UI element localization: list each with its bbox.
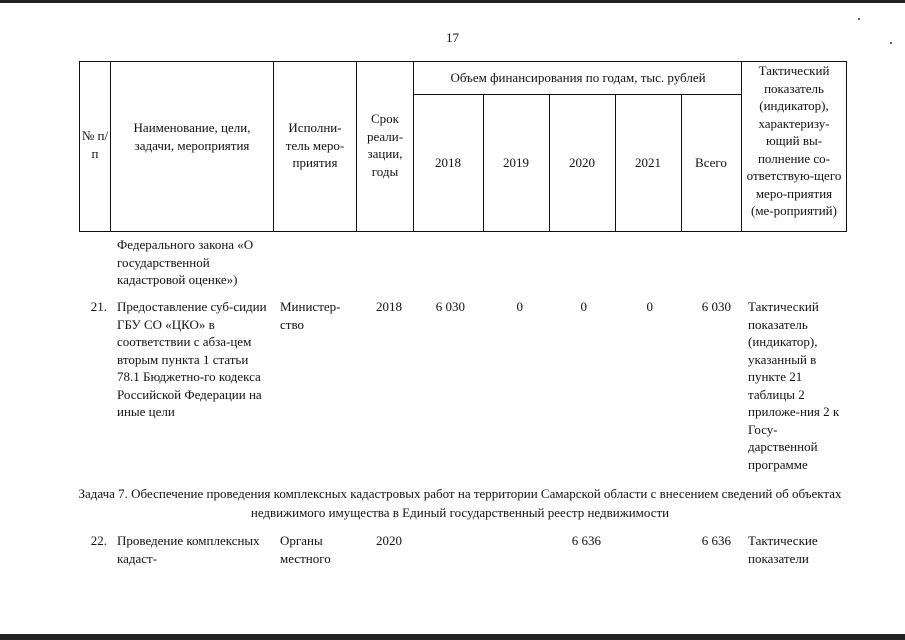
header-executor: Исполни-тель меро-приятия bbox=[285, 120, 345, 170]
header-year-2020: 2020 bbox=[569, 155, 595, 170]
financing-divider bbox=[413, 94, 741, 95]
header-name: Наименование, цели, задачи, мероприятия bbox=[133, 120, 251, 153]
row-21-num: 21. bbox=[90, 299, 107, 314]
header-bottom-border bbox=[79, 231, 847, 232]
col-border bbox=[356, 61, 357, 232]
scan-edge-top bbox=[0, 0, 905, 3]
header-top-border bbox=[79, 61, 847, 62]
header-total: Всего bbox=[695, 155, 727, 170]
page-number: 17 bbox=[446, 30, 459, 45]
row-21-indicator: Тактический показатель (индикатор), указанный в пункте 21 таблицы 2 приложе-ния 2 к Госу-дарственной программе bbox=[748, 299, 840, 472]
row-22-indicator: Тактические показатели bbox=[748, 533, 818, 566]
row-22-total: 6 636 bbox=[701, 533, 731, 548]
header-financing: Объем финансирования по годам, тыс. рублей bbox=[450, 70, 706, 85]
header-indicator: Тактический показатель (индикатор), характеризу-ющий вы-полнение со-ответствую-щего меро-приятия (ме-роприятий) bbox=[746, 63, 842, 218]
row-21-2019: 0 bbox=[516, 299, 523, 314]
col-border bbox=[413, 61, 414, 232]
row-22-num: 22. bbox=[90, 533, 107, 548]
task-7-heading: Задача 7. Обеспечение проведения комплексных кадастровых работ на территории Самарской области с внесением сведений об объектах недвижимого имущества в Единый государственный реестр недвижимости bbox=[78, 486, 842, 520]
header-num: № п/п bbox=[81, 128, 109, 161]
row-22-term: 2020 bbox=[376, 533, 402, 548]
col-border bbox=[846, 61, 847, 232]
row-22-executor: Органы местного bbox=[280, 533, 331, 566]
row-21-term: 2018 bbox=[376, 299, 402, 314]
row-21-executor: Министер-ство bbox=[280, 299, 341, 332]
col-border bbox=[741, 61, 742, 232]
row-21-2018: 6 030 bbox=[435, 299, 465, 314]
col-border bbox=[110, 61, 111, 232]
scan-speck bbox=[858, 18, 860, 20]
header-term: Срок реали-зации, годы bbox=[366, 111, 404, 179]
row-21-total: 6 030 bbox=[701, 299, 731, 314]
row-22-name: Проведение комплексных кадаст- bbox=[117, 533, 260, 566]
row-21-2020: 0 bbox=[580, 299, 587, 314]
header-year-2021: 2021 bbox=[635, 155, 661, 170]
scan-edge-bottom bbox=[0, 634, 905, 640]
continuation-text: Федерального закона «О государственной кадастровой оценке») bbox=[117, 237, 254, 287]
row-22-2020: 6 636 bbox=[571, 533, 601, 548]
row-21-2021: 0 bbox=[646, 299, 653, 314]
header-year-2018: 2018 bbox=[435, 155, 461, 170]
col-border bbox=[273, 61, 274, 232]
row-21-name: Предоставление суб-сидии ГБУ СО «ЦКО» в соответствии с абза-цем вторым пункта 1 статьи 78.1 Бюджетно-го кодекса Российской Федерации на иные цели bbox=[117, 299, 267, 419]
col-border bbox=[79, 61, 80, 232]
header-year-2019: 2019 bbox=[503, 155, 529, 170]
